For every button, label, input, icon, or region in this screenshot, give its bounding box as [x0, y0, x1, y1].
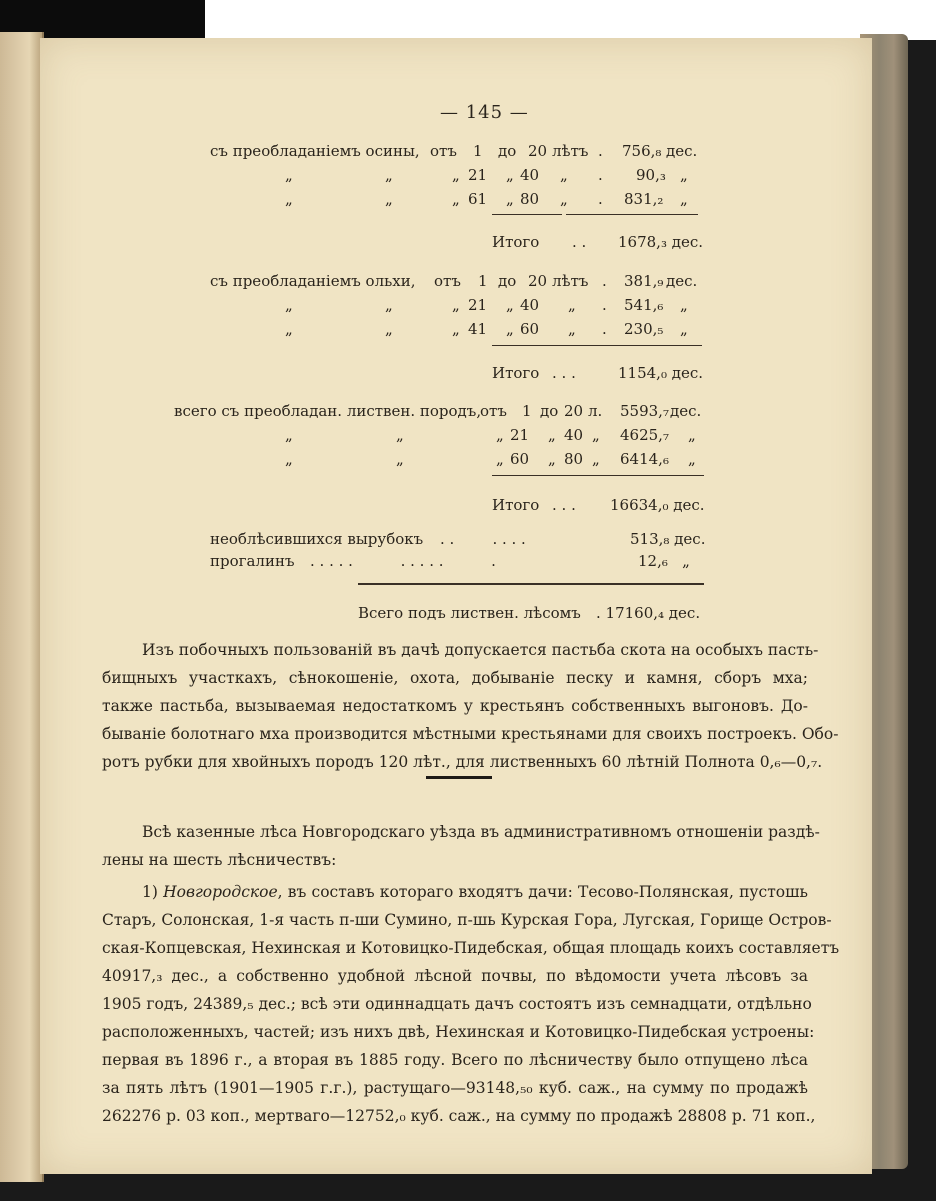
- alder-row-2-ditto-2: „: [385, 320, 393, 338]
- deciduous-row-0-from: 1: [522, 402, 532, 420]
- aspen-row-0-do: до: [498, 142, 517, 160]
- aspen-row-2-to: 80: [520, 190, 540, 208]
- aspen-row-1-unit: „: [560, 166, 568, 184]
- aspen-row-2-value: 831,₂: [624, 190, 664, 208]
- aspen-row-1-from: 21: [468, 166, 488, 184]
- deciduous-label: всего съ преобладан. листвен. породъ,: [174, 402, 482, 420]
- glades-label: прогалинъ: [210, 552, 295, 570]
- deciduous-row-1-a: „: [496, 426, 504, 444]
- deciduous-row-2-do: „: [548, 450, 556, 468]
- alder-row-1-from: 21: [468, 296, 488, 314]
- alder-total-value: 1154,₀ дес.: [618, 364, 704, 382]
- paragraph1-line-4: ротъ рубки для хвойныхъ породъ 120 лѣт., для лиственныхъ 60 лѣтній Полнота 0,₆—0,₇.: [102, 753, 823, 771]
- paragraph1-line-0: Изъ побочныхъ пользованій въ дачѣ допускается пастьба скота на особыхъ пасть-: [142, 641, 819, 659]
- aspen-row-1-to: 40: [520, 166, 540, 184]
- paragraph3-line-5: расположенныхъ, частей; изъ нихъ двѣ, Нехинская и Котовицко-Пидебская устроены:: [102, 1023, 815, 1041]
- deciduous-row-2-ditto-2: „: [396, 450, 404, 468]
- aspen-label: съ преобладаніемъ осины,: [210, 142, 420, 160]
- section-separator: [426, 776, 492, 779]
- deciduous-row-0-value: 5593,₇: [620, 402, 669, 420]
- alder-label: съ преобладаніемъ ольхи,: [210, 272, 416, 290]
- glades-dots: . . . . . . . . . . .: [310, 552, 496, 570]
- deciduous-row-2-from: 60: [510, 450, 530, 468]
- clearings-dots: . . . . . .: [440, 530, 526, 548]
- aspen-row-1-dot: .: [598, 166, 603, 184]
- paragraph2-line-0: Всѣ казенные лѣса Новгородскаго уѣзда въ административномъ отношеніи раздѣ-: [142, 823, 820, 841]
- paragraph3-line-6: первая въ 1896 г., а вторая въ 1885 году. Всего по лѣсничеству было отпущено лѣса: [102, 1051, 808, 1069]
- alder-row-1-ditto-2: „: [385, 296, 393, 314]
- paragraph3-prefix: 1): [142, 883, 164, 901]
- deciduous-total-value: 16634,₀ дес.: [610, 496, 705, 514]
- deciduous-row-0-suffix: дес.: [670, 402, 702, 420]
- paragraph3-line-1: Старъ, Солонская, 1-я часть п-ши Сумино, п-шь Курская Гора, Лугская, Горище Остров-: [102, 911, 832, 929]
- paragraph3-line-4: 1905 годъ, 24389,₅ дес.; всѣ эти одиннадцать дачъ состоятъ изъ семнадцати, отдѣльно: [102, 995, 812, 1013]
- deciduous-row-1-unit: „: [592, 426, 600, 444]
- alder-row-2-ditto-1: „: [285, 320, 293, 338]
- paragraph3-line-7: за пять лѣтъ (1901—1905 г.г.), растущаго—93148,₅₀ куб. саж., на сумму по продажѣ: [102, 1079, 808, 1097]
- deciduous-row-1-to: 40: [564, 426, 584, 444]
- deciduous-row-2-ditto-1: „: [285, 450, 293, 468]
- alder-row-2-to: 60: [520, 320, 540, 338]
- alder-row-2-from: 41: [468, 320, 488, 338]
- alder-rule: [492, 345, 702, 346]
- grand-total-value: . 17160,₄ дес.: [596, 604, 701, 622]
- aspen-row-2-suffix: „: [680, 190, 688, 208]
- deciduous-row-2-suffix: „: [688, 450, 696, 468]
- alder-row-2-unit: „: [568, 320, 576, 338]
- deciduous-total-label: Итого: [492, 496, 540, 514]
- paragraph3-line-2: ская-Копцевская, Нехинская и Котовицко-Пидебская, общая площадь коихъ составляетъ: [102, 939, 840, 957]
- deciduous-row-0-a: отъ: [480, 402, 507, 420]
- alder-row-0-from: 1: [478, 272, 488, 290]
- aspen-row-0-a: отъ: [430, 142, 457, 160]
- aspen-row-0-suffix: дес.: [666, 142, 698, 160]
- deciduous-row-2-a: „: [496, 450, 504, 468]
- grand-total-rule: [358, 583, 704, 585]
- deciduous-row-1-ditto-1: „: [285, 426, 293, 444]
- deciduous-row-1-value: 4625,₇: [620, 426, 669, 444]
- alder-row-0-value: 381,₉: [624, 272, 664, 290]
- deciduous-row-1-from: 21: [510, 426, 530, 444]
- aspen-row-2-dot: .: [598, 190, 603, 208]
- aspen-row-1-do: „: [506, 166, 514, 184]
- paragraph-side-uses: [102, 636, 839, 776]
- deciduous-row-2-unit: „: [592, 450, 600, 468]
- aspen-row-1-ditto-1: „: [285, 166, 293, 184]
- aspen-row-1-value: 90,₃: [636, 166, 666, 184]
- alder-row-0-to: 20: [528, 272, 548, 290]
- aspen-row-2-do: „: [506, 190, 514, 208]
- glades-value: 12,₆ „: [638, 552, 690, 570]
- paragraph-novgorod-forestry: [102, 878, 840, 1130]
- aspen-row-1-ditto-2: „: [385, 166, 393, 184]
- alder-total-label: Итого: [492, 364, 540, 382]
- aspen-row-2-ditto-1: „: [285, 190, 293, 208]
- aspen-row-0-value: 756,₈: [622, 142, 662, 160]
- alder-row-2-a: „: [452, 320, 460, 338]
- deciduous-row-2-value: 6414,₆: [620, 450, 669, 468]
- page-number: — 145 —: [440, 102, 529, 123]
- paragraph1-line-2: также пастьба, вызываемая недостаткомъ у крестьянъ собственныхъ выгоновъ. До-: [102, 697, 808, 715]
- paragraph3-line-0: [102, 878, 808, 906]
- aspen-row-0-to: 20: [528, 142, 548, 160]
- clearings-value: 513,₈ дес.: [630, 530, 706, 548]
- deciduous-row-1-do: „: [548, 426, 556, 444]
- alder-row-1-do: „: [506, 296, 514, 314]
- aspen-row-2-from: 61: [468, 190, 488, 208]
- deciduous-row-0-to: 20: [564, 402, 584, 420]
- deciduous-row-0-do: до: [540, 402, 559, 420]
- aspen-row-0-unit: лѣтъ: [552, 142, 589, 160]
- aspen-row-2-a: „: [452, 190, 460, 208]
- aspen-rule-right: [566, 214, 698, 215]
- paragraph-forestries-intro: [102, 818, 820, 874]
- aspen-rule-left: [492, 214, 562, 215]
- deciduous-rule: [492, 475, 704, 476]
- grand-total-label: Всего подъ листвен. лѣсомъ: [358, 604, 581, 622]
- deciduous-row-2-to: 80: [564, 450, 584, 468]
- aspen-row-1-suffix: „: [680, 166, 688, 184]
- alder-row-1-unit: „: [568, 296, 576, 314]
- deciduous-row-1-ditto-2: „: [396, 426, 404, 444]
- deciduous-row-0-unit: л.: [588, 402, 603, 420]
- aspen-total-label: Итого: [492, 233, 540, 251]
- deciduous-row-1-suffix: „: [688, 426, 696, 444]
- aspen-row-2-unit: „: [560, 190, 568, 208]
- aspen-total-value: 1678,₃ дес.: [618, 233, 704, 251]
- paragraph3-first-rest: , въ составъ котораго входятъ дачи: Тесово-Полянская, пустошь: [277, 883, 808, 901]
- alder-row-2-do: „: [506, 320, 514, 338]
- clearings-label: необлѣсившихся вырубокъ: [210, 530, 424, 548]
- alder-row-0-suffix: дес.: [666, 272, 698, 290]
- left-page-edge: [0, 32, 44, 1182]
- paragraph3-line-8: 262276 р. 03 коп., мертваго—12752,₀ куб. саж., на сумму по продажѣ 28808 р. 71 коп.,: [102, 1107, 816, 1125]
- alder-total-dots: . . .: [552, 364, 576, 382]
- alder-row-1-dot: .: [602, 296, 607, 314]
- aspen-total-dots: . .: [572, 233, 587, 251]
- alder-row-1-to: 40: [520, 296, 540, 314]
- alder-row-0-dot: .: [602, 272, 607, 290]
- alder-row-2-dot: .: [602, 320, 607, 338]
- alder-row-1-a: „: [452, 296, 460, 314]
- paragraph2-line-1: лены на шесть лѣсничествъ:: [102, 851, 337, 869]
- paragraph1-line-1: бищныхъ участкахъ, сѣнокошеніе, охота, добываніе песку и камня, сборъ мха;: [102, 669, 808, 687]
- forestry-name-novgorodskoe: Новгородское: [163, 883, 278, 901]
- alder-row-1-value: 541,₆: [624, 296, 664, 314]
- aspen-row-0-from: 1: [473, 142, 483, 160]
- deciduous-total-dots: . . .: [552, 496, 576, 514]
- document-page: [40, 38, 872, 1174]
- paragraph3-line-3: 40917,₃ дес., а собственно удобной лѣсной почвы, по вѣдомости учета лѣсовъ за: [102, 967, 808, 985]
- alder-row-0-do: до: [498, 272, 517, 290]
- alder-row-1-suffix: „: [680, 296, 688, 314]
- alder-row-0-a: отъ: [434, 272, 461, 290]
- aspen-row-2-ditto-2: „: [385, 190, 393, 208]
- paragraph1-line-3: бываніе болотнаго мха производится мѣстными крестьянами для своихъ построекъ. Обо-: [102, 725, 839, 743]
- alder-row-2-value: 230,₅: [624, 320, 664, 338]
- alder-row-2-suffix: „: [680, 320, 688, 338]
- aspen-row-0-dot: .: [598, 142, 603, 160]
- alder-row-1-ditto-1: „: [285, 296, 293, 314]
- alder-row-0-unit: лѣтъ: [552, 272, 589, 290]
- aspen-row-1-a: „: [452, 166, 460, 184]
